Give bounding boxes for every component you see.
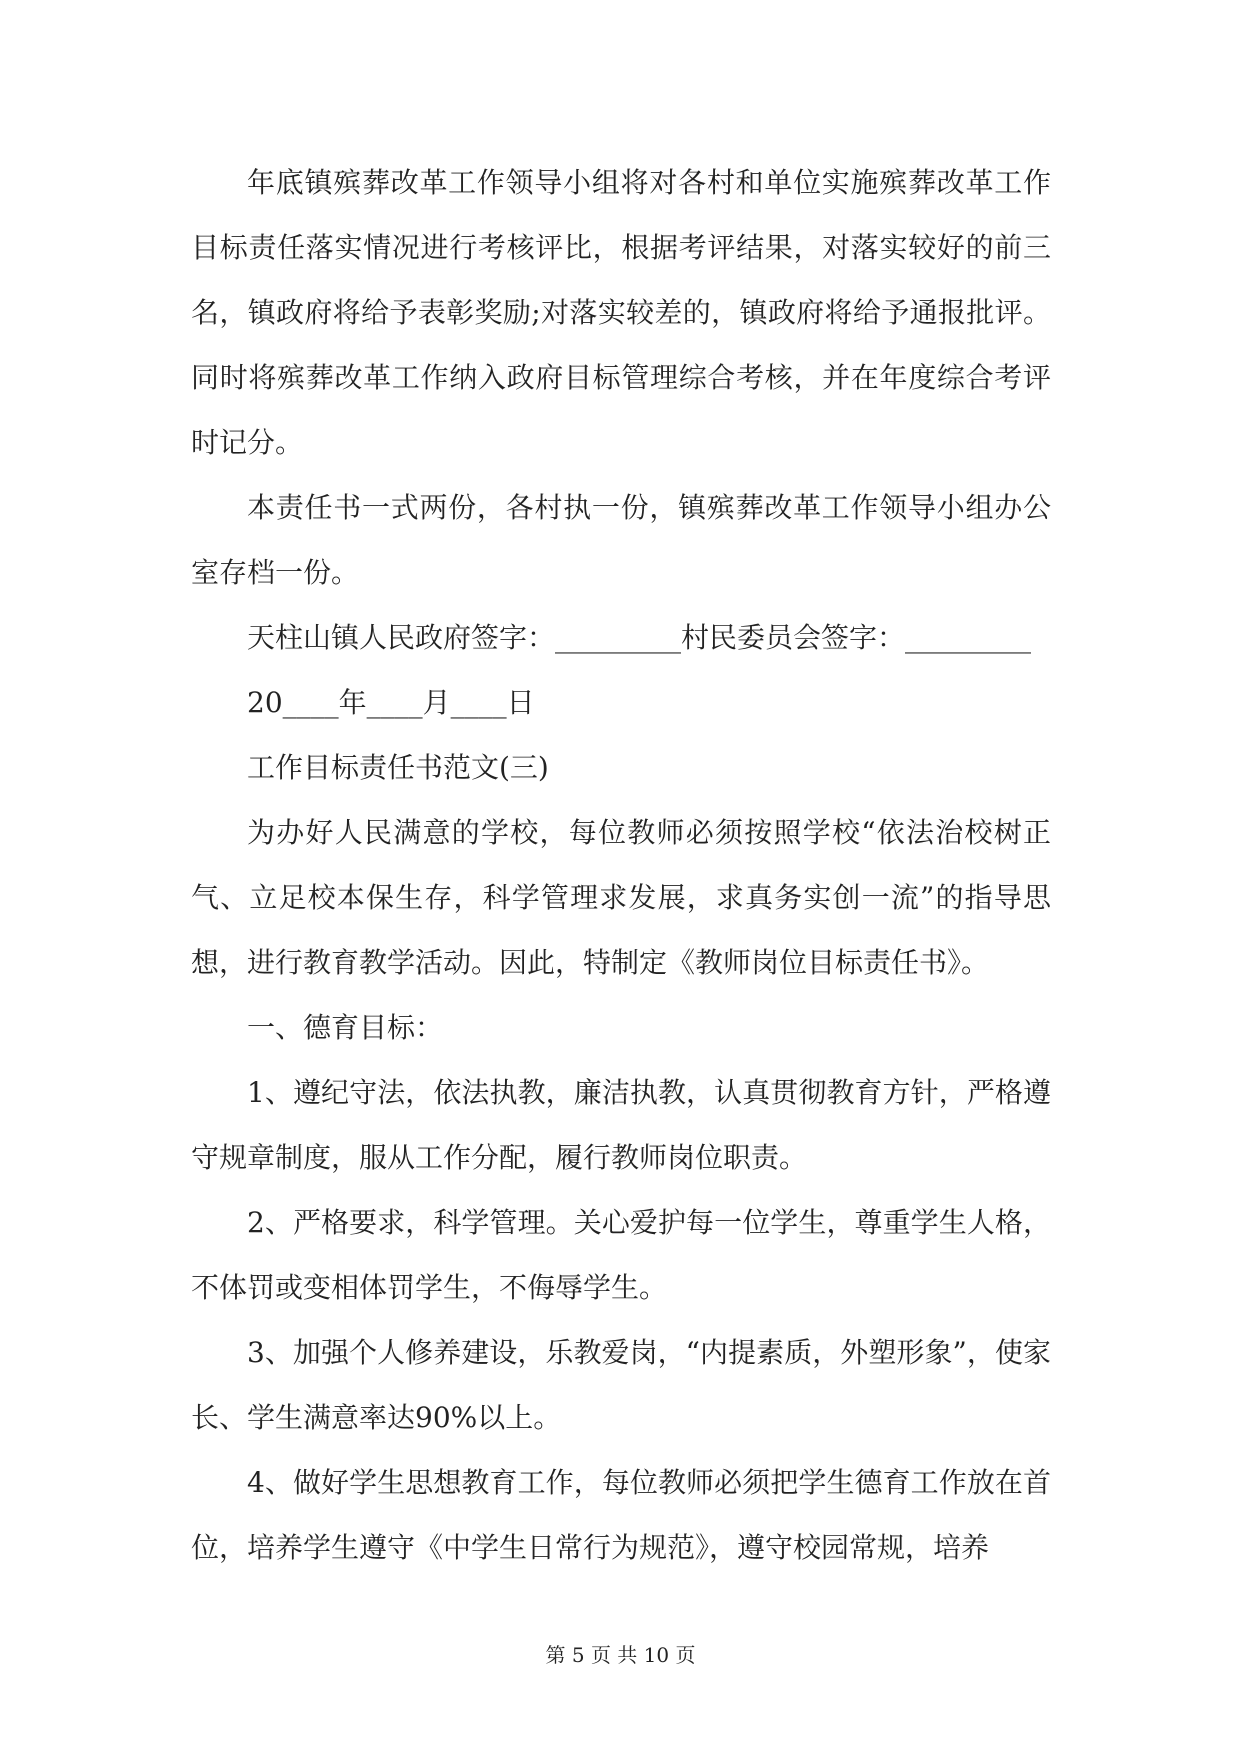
paragraph-assessment: 年底镇殡葬改革工作领导小组将对各村和单位实施殡葬改革工作目标责任落实情况进行考核评比，根据考评结果，对落实较好的前三名，镇政府将给予表彰奖励;对落实较差的，镇政府将给予通报批评。同时将殡葬改革工作纳入政府目标管理综合考核，并在年度综合考评时记分。: [191, 166, 1051, 459]
page-number: 第 5 页 共 10 页: [545, 1643, 696, 1667]
paragraph-copies: 本责任书一式两份，各村执一份，镇殡葬改革工作领导小组办公室存档一份。: [191, 491, 1051, 589]
paragraph-intro: 为办好人民满意的学校，每位教师必须按照学校“依法治校树正气、立足校本保生存，科学管理求发展，求真务实创一流”的指导思想，进行教育教学活动。因此，特制定《教师岗位目标责任书》。: [191, 816, 1051, 979]
section-title: 工作目标责任书范文(三): [247, 751, 549, 784]
list-item-4: 4、做好学生思想教育工作，每位教师必须把学生德育工作放在首位，培养学生遵守《中学生日常行为规范》，遵守校园常规，培养: [191, 1466, 1051, 1564]
paragraph-date: 20____年____月____日: [247, 686, 535, 719]
list-item-1: 1、遵纪守法，依法执教，廉洁执教，认真贯彻教育方针，严格遵守规章制度，服从工作分配，履行教师岗位职责。: [191, 1076, 1051, 1174]
list-item-3: 3、加强个人修养建设，乐教爱岗，“内提素质，外塑形象”，使家长、学生满意率达90%以上。: [191, 1336, 1051, 1434]
list-item-2: 2、严格要求，科学管理。关心爱护每一位学生，尊重学生人格，不体罚或变相体罚学生，不侮辱学生。: [191, 1206, 1051, 1304]
body-text: [191, 150, 1051, 1580]
heading-moral-goals: 一、德育目标：: [247, 1011, 444, 1044]
paragraph-signatures: 天柱山镇人民政府签字：_________村民委员会签字：_________: [247, 621, 1032, 654]
